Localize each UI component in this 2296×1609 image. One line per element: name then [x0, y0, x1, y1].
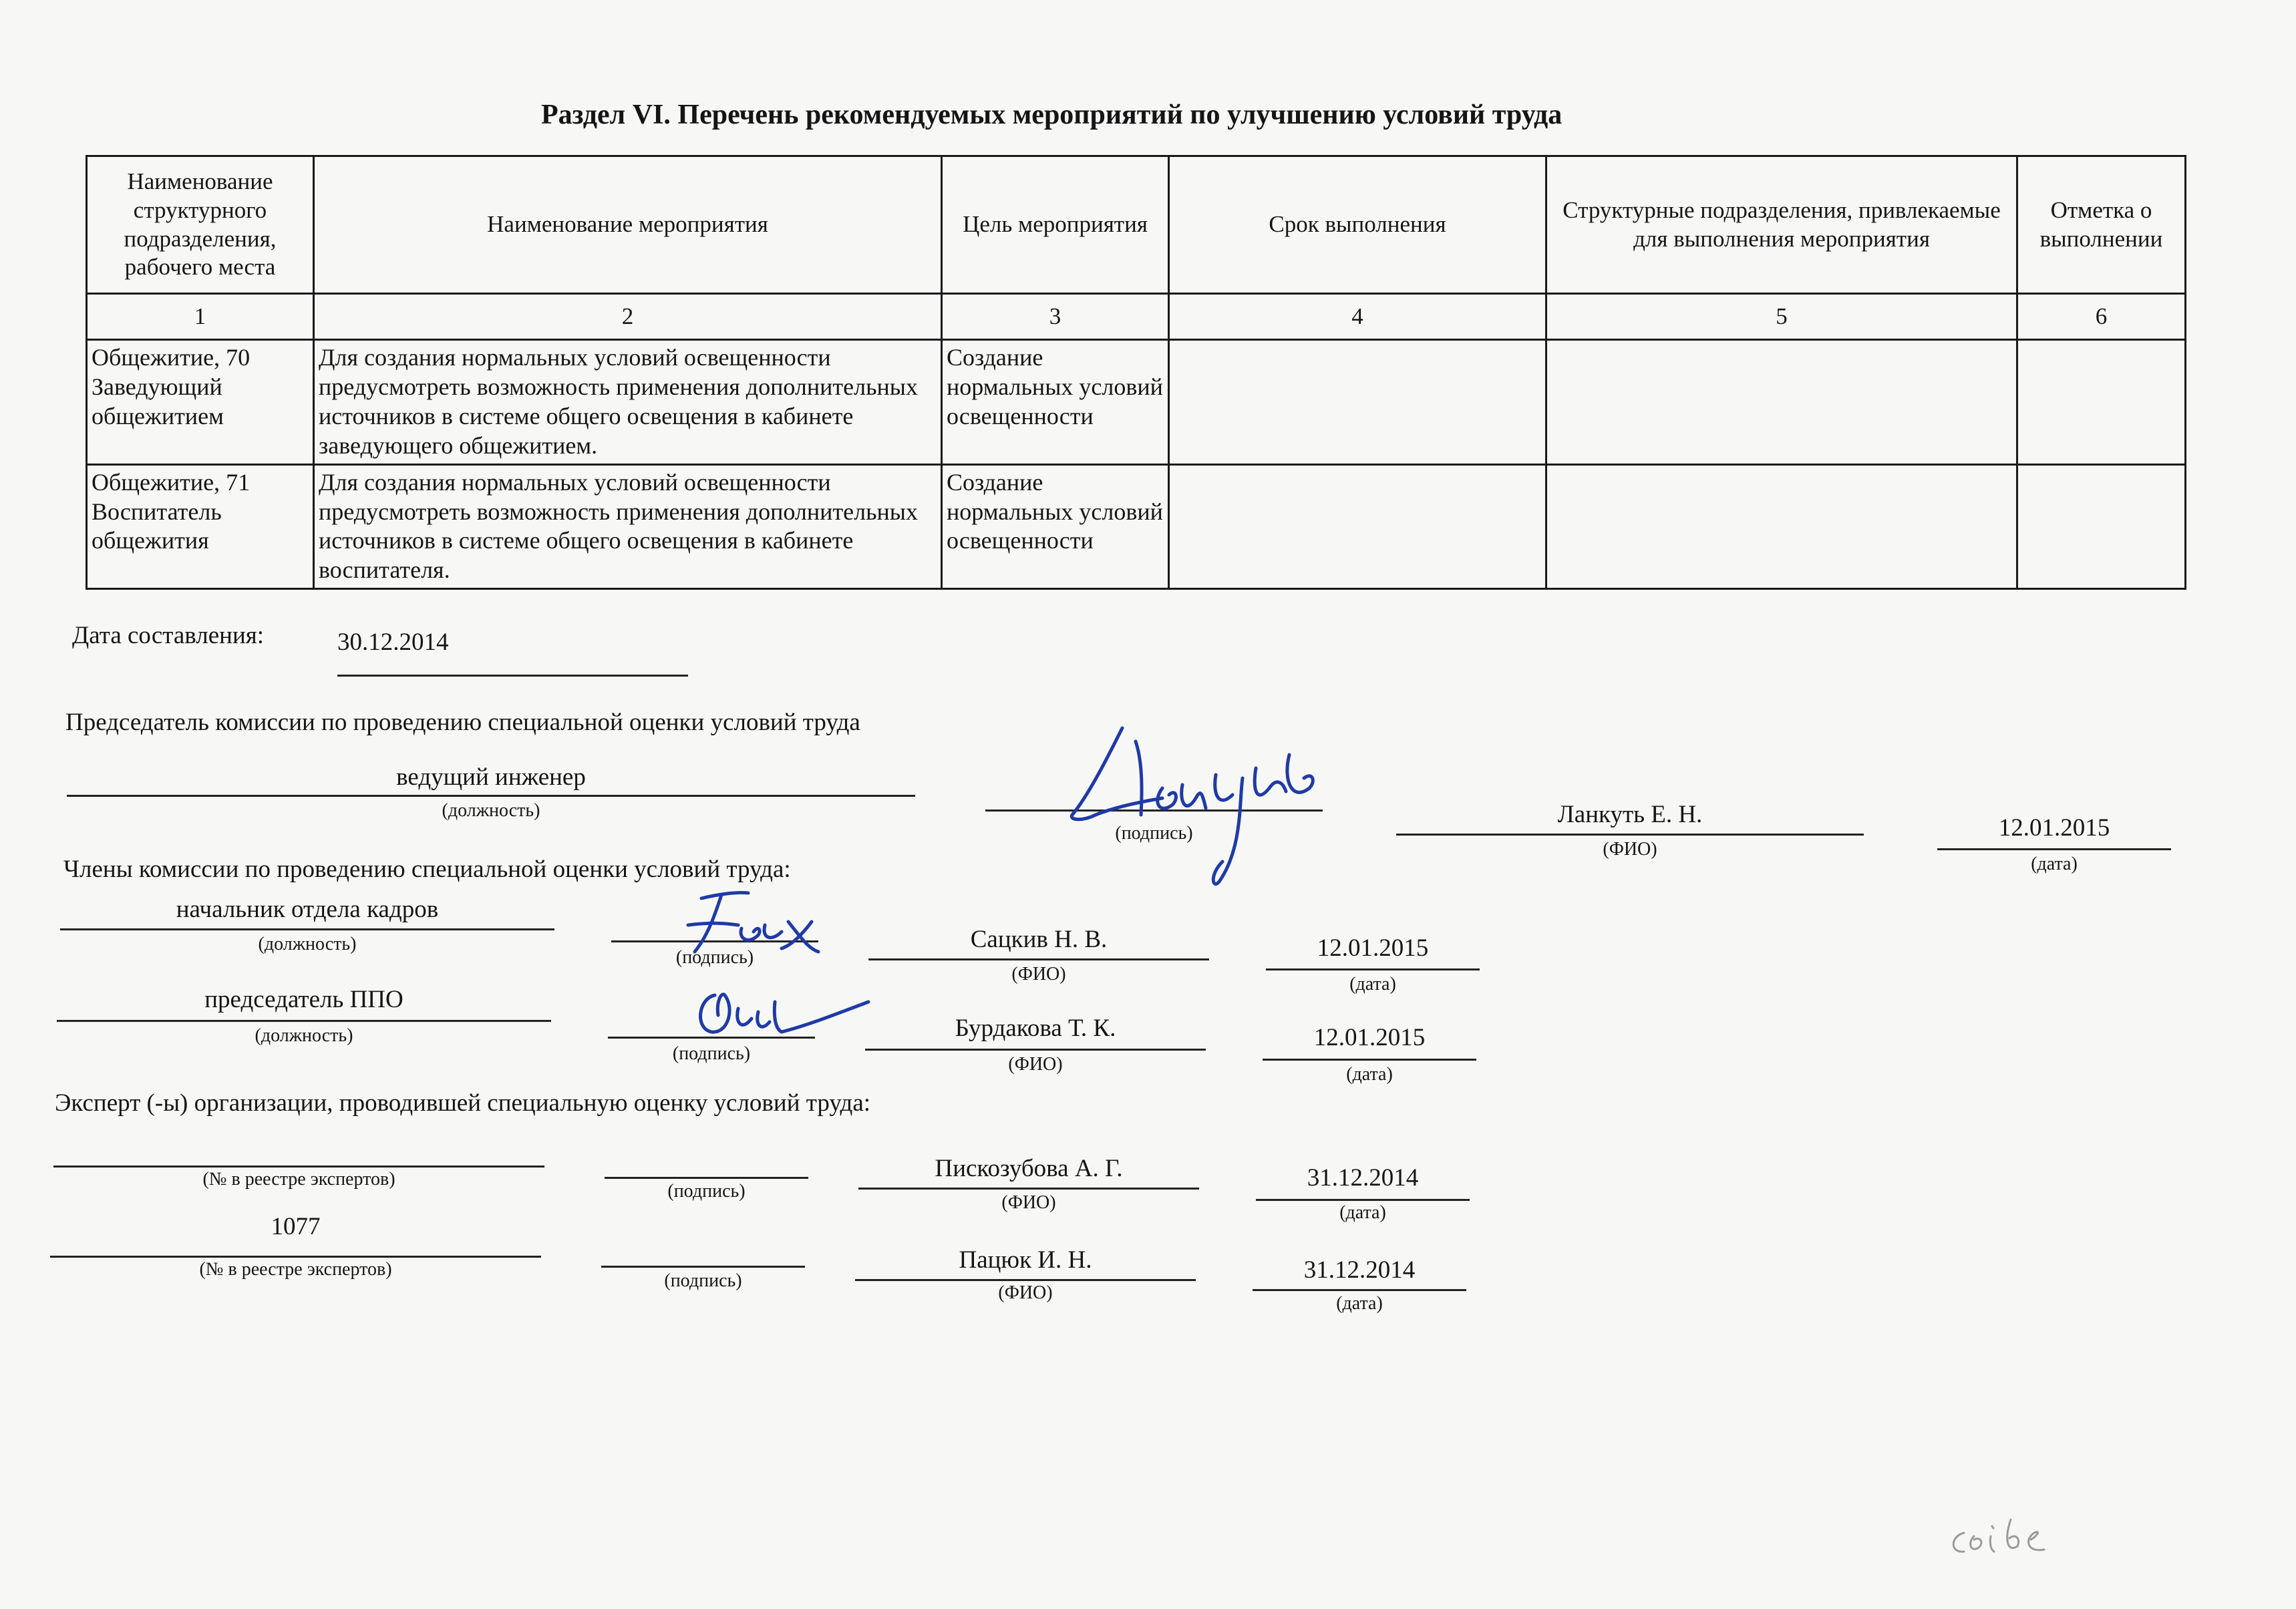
section-title: Раздел VI. Перечень рекомендуемых мероприятий по улучшению условий труда	[541, 100, 1563, 130]
expert-signature-line	[601, 1266, 805, 1268]
member-position-line	[57, 1020, 551, 1022]
cell-goal: Создание нормальных условий освещенности	[942, 340, 1169, 465]
fio-caption: (ФИО)	[1011, 964, 1066, 985]
date-caption: (дата)	[1336, 1293, 1383, 1314]
expert-name-line	[855, 1279, 1196, 1281]
cell-measure: Для создания нормальных условий освещенности предусмотреть возможность применения дополнительных источников в системе общего освещения в кабинете воспитателя.	[314, 464, 942, 589]
cell-departments	[1546, 464, 2017, 589]
member-date-line	[1266, 968, 1480, 970]
column-number-row	[87, 294, 2186, 340]
measures-table	[86, 155, 2186, 590]
member-date: 12.01.2015	[1317, 934, 1429, 962]
cell-workplace: Общежитие, 71 Воспитатель общежития	[87, 464, 314, 589]
column-number: 5	[1546, 294, 2017, 340]
expert-name-line	[858, 1188, 1199, 1190]
expert-name: Пискозубова А. Г.	[935, 1155, 1123, 1182]
date-caption: (дата)	[1339, 1202, 1386, 1223]
compiled-date: 30.12.2014	[337, 629, 449, 656]
header-workplace: Наименование структурного подразделения, рабочего места	[87, 156, 314, 294]
members-heading: Члены комиссии по проведению специальной оценки условий труда:	[63, 856, 791, 883]
chairman-position-line	[67, 795, 915, 797]
fio-caption: (ФИО)	[998, 1282, 1053, 1303]
column-number: 2	[314, 294, 942, 340]
member-date: 12.01.2015	[1313, 1024, 1426, 1051]
column-number: 4	[1169, 294, 1546, 340]
chairman-name: Ланкуть Е. Н.	[1557, 801, 1703, 828]
cell-deadline	[1169, 340, 1546, 465]
member-name-line	[868, 958, 1209, 960]
expert-registry-line	[53, 1166, 544, 1168]
member-name: Сацкив Н. В.	[970, 926, 1108, 953]
header-goal: Цель мероприятия	[942, 156, 1169, 294]
chairman-position: ведущий инженер	[396, 763, 586, 791]
member-name: Бурдакова Т. К.	[955, 1015, 1116, 1042]
fio-caption: (ФИО)	[1008, 1054, 1063, 1075]
header-measure: Наименование мероприятия	[314, 156, 942, 294]
table-row	[87, 340, 2186, 465]
pencil-mark	[1937, 1506, 2104, 1566]
chairman-heading: Председатель комиссии по проведению специальной оценки условий труда	[65, 709, 860, 736]
signature-caption: (подпись)	[675, 947, 754, 968]
expert-date-line	[1256, 1199, 1470, 1201]
member-position: начальник отдела кадров	[176, 896, 439, 923]
signature-caption: (подпись)	[667, 1181, 746, 1202]
header-mark: Отметка о выполнении	[2017, 156, 2186, 294]
cell-mark	[2017, 340, 2186, 465]
column-number: 3	[942, 294, 1169, 340]
compiled-date-line	[337, 675, 688, 677]
date-caption: (дата)	[1349, 974, 1396, 995]
table-row	[87, 464, 2186, 589]
date-caption: (дата)	[1346, 1064, 1393, 1085]
expert-name: Пацюк И. Н.	[959, 1246, 1092, 1274]
cell-goal: Создание нормальных условий освещенности	[942, 464, 1169, 589]
column-number: 1	[87, 294, 314, 340]
signature-caption: (подпись)	[664, 1270, 742, 1291]
registry-caption: (№ в реестре экспертов)	[199, 1259, 392, 1280]
member-date-line	[1263, 1059, 1476, 1061]
member-signature	[675, 885, 835, 965]
chairman-signature	[1042, 715, 1363, 902]
chairman-date-line	[1937, 848, 2171, 850]
member-position: председатель ППО	[204, 986, 403, 1013]
position-caption: (должность)	[258, 934, 357, 954]
experts-heading: Эксперт (-ы) организации, проводившей специальную оценку условий труда:	[55, 1089, 871, 1117]
compiled-label: Дата составления:	[72, 622, 265, 649]
cell-workplace: Общежитие, 70 Заведующий общежитием	[87, 340, 314, 465]
table-header-row	[87, 156, 2186, 294]
member-name-line	[865, 1049, 1206, 1051]
expert-registry: 1077	[271, 1213, 321, 1240]
expert-date: 31.12.2014	[1307, 1164, 1419, 1192]
fio-caption: (ФИО)	[1603, 839, 1657, 860]
column-number: 6	[2017, 294, 2186, 340]
member-signature	[688, 975, 875, 1049]
expert-registry-line	[50, 1256, 541, 1258]
expert-date-line	[1253, 1289, 1466, 1291]
cell-departments	[1546, 340, 2017, 465]
date-caption: (дата)	[2031, 854, 2078, 874]
fio-caption: (ФИО)	[1001, 1192, 1056, 1213]
signature-caption: (подпись)	[1115, 823, 1193, 844]
cell-measure: Для создания нормальных условий освещенности предусмотреть возможность применения дополнительных источников в системе общего освещения в кабинете заведующего общежитием.	[314, 340, 942, 465]
chairman-name-line	[1396, 834, 1864, 836]
position-caption: (должность)	[442, 800, 540, 821]
member-position-line	[60, 928, 554, 930]
signature-caption: (подпись)	[672, 1043, 751, 1064]
cell-mark	[2017, 464, 2186, 589]
expert-date: 31.12.2014	[1303, 1256, 1416, 1284]
header-departments: Структурные подразделения, привлекаемые для выполнения мероприятия	[1546, 156, 2017, 294]
header-deadline: Срок выполнения	[1169, 156, 1546, 294]
expert-signature-line	[605, 1177, 808, 1179]
position-caption: (должность)	[255, 1025, 353, 1046]
registry-caption: (№ в реестре экспертов)	[202, 1169, 395, 1190]
chairman-date: 12.01.2015	[1998, 814, 2110, 842]
cell-deadline	[1169, 464, 1546, 589]
